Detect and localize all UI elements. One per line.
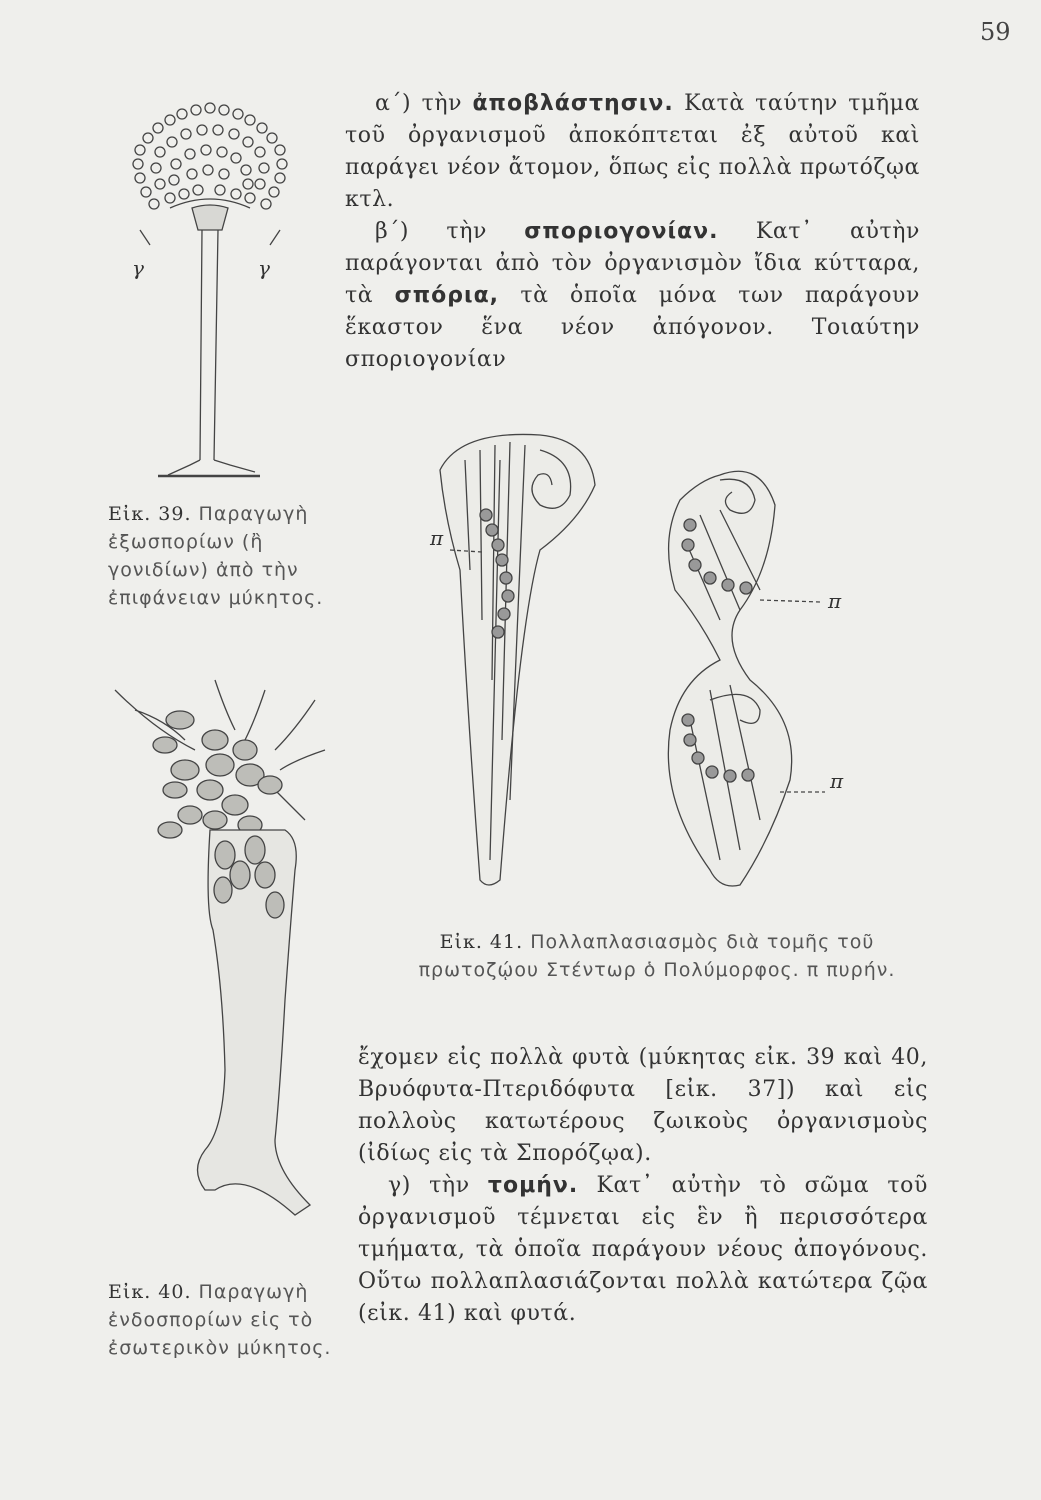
figure-40-fungus-illustration [105,670,355,1240]
label-pi-right-bottom: π [830,769,844,793]
figure-40-caption-text: Παραγωγὴ ἐνδοσπορίων εἰς τὸ ἐσωτερικὸν μύκητος. [108,1281,332,1359]
figure-39-caption [108,500,343,612]
paragraph-b-prefix: β΄) τὴν [375,219,525,244]
figure-40-number: Εἰκ. 40. [108,1281,192,1303]
figure-39-fungus-illustration [110,90,310,485]
text-block-bottom [358,1042,928,1330]
label-gamma-right: γ [258,256,270,280]
figure-41-stentor-illustration [420,420,880,900]
paragraph-apoblastisis [345,88,920,216]
paragraph-c-text: Κατ᾽ αὐτὴν τὸ σῶμα τοῦ ὀργανισμοῦ τέμνεται εἰς ἓν ἢ περισσότερα τμήματα, τὰ ὁποῖα παράγουν νέους ἀπογόνους. Οὕτω πολλαπλασιάζονται πολλὰ κατώτερα ζῷα (εἰκ. 41) καὶ φυτά. [358,1173,928,1326]
figure-39-caption-text: Παραγωγὴ ἐξωσπορίων (ἢ γονιδίων) ἀπὸ τὴν ἐπιφάνειαν μύκητος. [108,503,324,609]
keyword-tomi: τομήν. [487,1173,579,1198]
paragraph-b-text1: Κατ᾽ αὐτὴν παράγονται ἀπὸ τὸν ὀργανισμὸν ἴδια κύτταρα, τὰ [345,219,920,308]
figure-39-number: Εἰκ. 39. [108,503,192,525]
label-gamma-left: γ [132,256,144,280]
paragraph-c-prefix: γ) τὴν [388,1173,488,1198]
paragraph-sporiogonia [345,216,920,376]
paragraph-continuation: ἔχομεν εἰς πολλὰ φυτὰ (μύκητας εἰκ. 39 καὶ 40, Βρυόφυτα-Πτεριδόφυτα [εἰκ. 37]) καὶ εἰς πολλοὺς κατωτέρους ζωικοὺς ὀργανισμοὺς (ἰδίως εἰς τὰ Σπορόζῳα). [358,1045,928,1166]
label-pi-left: π [430,526,444,550]
figure-41-caption-text: Πολλαπλασιασμὸς διὰ τομῆς τοῦ πρωτοζῴου Στέντωρ ὁ Πολύμορφος. π πυρήν. [418,931,896,981]
paragraph-a-prefix: α΄) τὴν [375,91,473,116]
text-block-top [345,88,920,376]
paragraph-a-text: Κατὰ ταύτην τμῆμα τοῦ ὀργανισμοῦ ἀποκόπτεται ἐξ αὐτοῦ καὶ παράγει νέον ἄτομον, ὅπως εἰς πολλὰ πρωτόζῳα κτλ. [345,91,921,212]
figure-41-number: Εἰκ. 41. [439,931,524,953]
paragraph-b-text2: τὰ ὁποῖα μόνα των παράγουν ἕκαστον ἕνα νέον ἀπόγονον. Τοιαύτην σποριογονίαν [345,283,920,372]
page-number: 59 [980,18,1011,46]
keyword-apoblastisis: ἀποβλάστησιν. [472,91,674,116]
figure-40-caption [108,1278,348,1362]
label-pi-right-top: π [828,589,842,613]
keyword-sporiogonia: σποριογονίαν. [524,219,719,244]
figure-41-caption [412,928,902,984]
keyword-sporia: σπόρια, [394,283,500,308]
paragraph-tomi [358,1170,928,1330]
